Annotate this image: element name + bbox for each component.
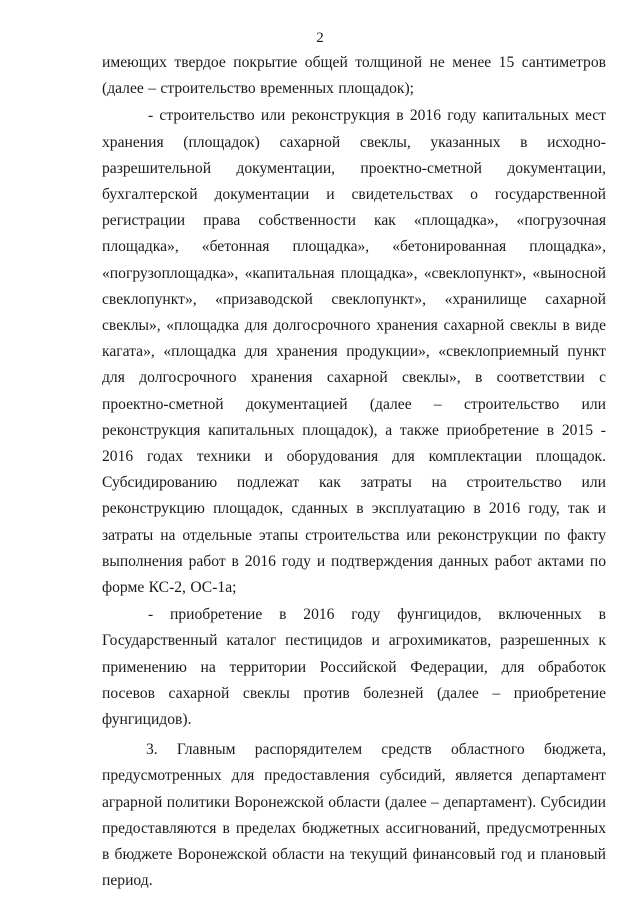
page-number: 2 bbox=[316, 30, 324, 46]
paragraph-fungicides: - приобретение в 2016 году фунгицидов, включенных в Государственный каталог пестицидов и агрохимикатов, разрешенных к применению на территории Российской Федерации, для обработок посевов сахарной свеклы против болезней (далее – приобретение фунгицидов). bbox=[102, 606, 606, 729]
paragraph-clause-3: 3. Главным распорядителем средств областного бюджета, предусмотренных для предоставления субсидий, является департамент аграрной политики Воронежской области (далее – департамент). Субсидии предоставляются в пределах бюджетных ассигнований, предусмотренных в бюджете Воронежской области на текущий финансовый год и плановый период. bbox=[102, 741, 606, 890]
paragraph-continuation: имеющих твердое покрытие общей толщиной не менее 15 сантиметров (далее – строительство временных площадок); bbox=[102, 54, 606, 98]
document-body bbox=[102, 50, 606, 895]
paragraph-capital-sites: - строительство или реконструкция в 2016 году капитальных мест хранения (площадок) сахарной свеклы, указанных в исходно-разрешительной документации, проектно-сметной документации, бухгалтерской документации и свидетельствах о государственной регистрации права собственности как «площадка», «погрузочная площадка», «бетонная площадка», «бетонированная площадка», «погрузоплощадка», «капитальная площадка», «свеклопункт», «выносной свеклопункт», «призаводской свеклопункт», «хранилище сахарной свеклы», «площадка для долгосрочного хранения сахарной свеклы в виде кагата», «площадка для хранения продукции», «свеклоприемный пункт для долгосрочного хранения сахарной свеклы», в соответствии с проектно-сметной документацией (далее – строительство или реконструкция капитальных площадок), а также приобретение в 2015 - 2016 годах техники и оборудования для комплектации площадок. Субсидированию подлежат как затраты на строительство или реконструкцию площадок, сданных в эксплуатацию в 2016 году, так и затраты на отдельные этапы строительства или реконструкции по факту выполнения работ в 2016 году и подтверждения данных работ актами по форме КС-2, ОС-1а; bbox=[102, 107, 606, 597]
